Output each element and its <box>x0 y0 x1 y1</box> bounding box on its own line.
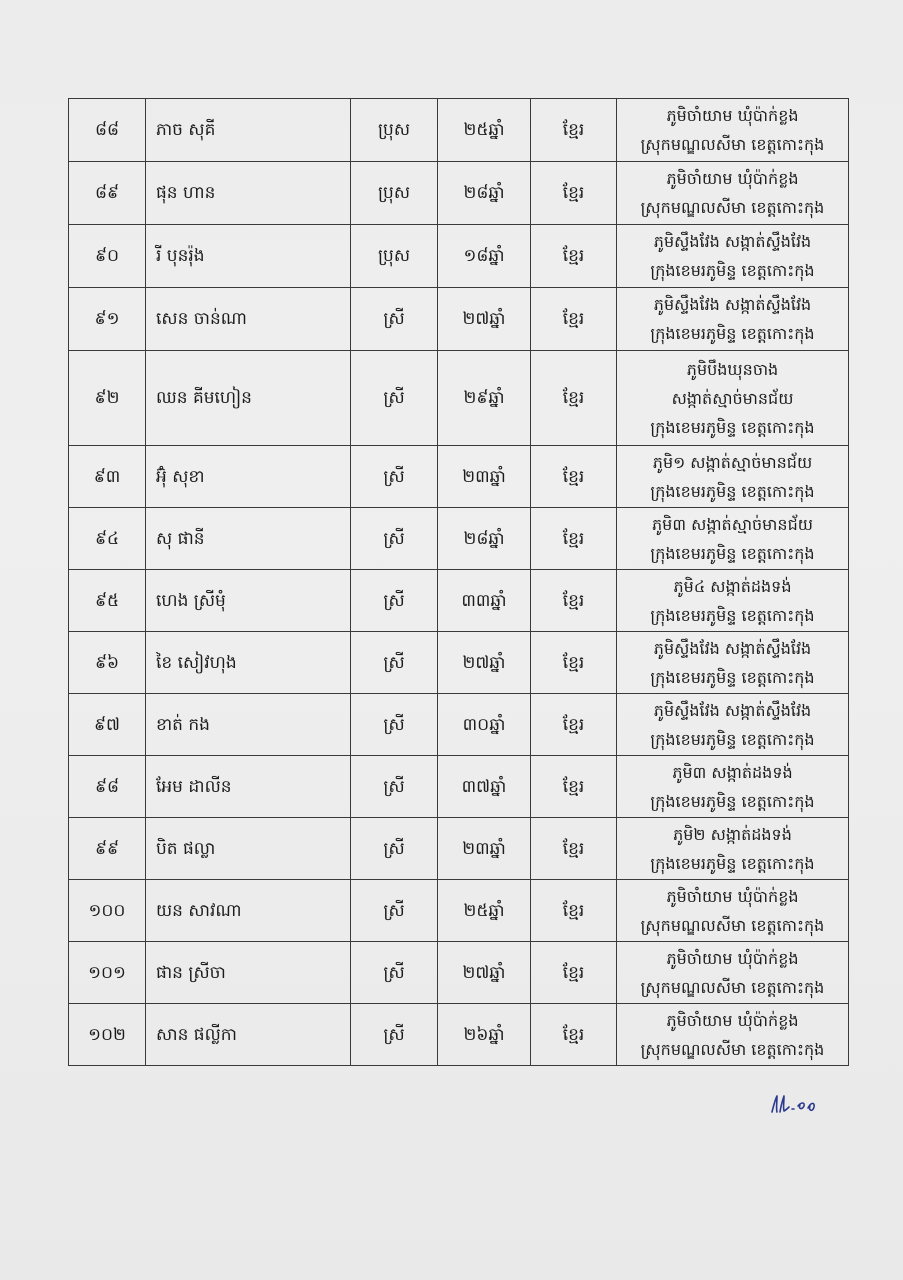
person-name: សុ ផានី <box>146 508 351 570</box>
person-name: សាន ផល្លីកា <box>146 1004 351 1066</box>
address-line: ភូមិស្ទឹងវែង សង្កាត់ស្ទឹងវែង <box>653 700 812 720</box>
row-number: ៩៧ <box>69 694 146 756</box>
address-line: ក្រុងខេមរភូមិន្ទ ខេត្តកោះកុង <box>650 417 815 437</box>
nationality-cell: ខ្មែរ <box>531 225 617 288</box>
row-number: ៨៩ <box>69 162 146 225</box>
address-cell <box>617 818 849 880</box>
address-line: សង្កាត់ស្មាច់មានជ័យ <box>671 388 794 408</box>
address-line: ភូមិ៣ សង្កាត់ស្មាច់មានជ័យ <box>652 514 813 534</box>
nationality-cell: ខ្មែរ <box>531 99 617 162</box>
person-name: រី បុនរ៉ុង <box>146 225 351 288</box>
address-line: ភូមិចាំយាម ឃុំប៉ាក់ខ្លង <box>666 106 799 125</box>
nationality-cell: ខ្មែរ <box>531 942 617 1004</box>
nationality-cell: ខ្មែរ <box>531 570 617 632</box>
table-row <box>69 570 849 632</box>
row-number: ៩៩ <box>69 818 146 880</box>
person-name: ខៃ សៀវហុង <box>146 632 351 694</box>
address-line: ភូមិ៣ សង្កាត់ដងទង់ <box>672 762 793 782</box>
age-cell: ២៦ឆ្នាំ <box>438 1004 531 1066</box>
nationality-cell: ខ្មែរ <box>531 818 617 880</box>
row-number: ៩២ <box>69 351 146 446</box>
nationality-cell: ខ្មែរ <box>531 446 617 508</box>
handwritten-signature <box>768 1090 828 1118</box>
address-cell <box>617 351 849 446</box>
address-line: ភូមិចាំយាម ឃុំប៉ាក់ខ្លង <box>666 169 799 188</box>
table-row <box>69 162 849 225</box>
row-number: ១០១ <box>69 942 146 1004</box>
address-line: ភូមិចាំយាម ឃុំប៉ាក់ខ្លង <box>666 948 799 968</box>
address-cell <box>617 288 849 351</box>
address-line: ភូមិ២ សង្កាត់ដងទង់ <box>673 824 792 844</box>
address-cell <box>617 880 849 942</box>
address-line: ភូមិស្ទឹងវែង សង្កាត់ស្ទឹងវែង <box>653 638 812 658</box>
sex-cell: ប្រុស <box>351 225 438 288</box>
nationality-cell: ខ្មែរ <box>531 162 617 225</box>
address-cell <box>617 508 849 570</box>
table-row <box>69 880 849 942</box>
person-name: ផាន ស្រីចា <box>146 942 351 1004</box>
person-name: បិត ផល្លា <box>146 818 351 880</box>
person-name: សេន ចាន់ណា <box>146 288 351 351</box>
row-number: ៩១ <box>69 288 146 351</box>
nationality-cell: ខ្មែរ <box>531 351 617 446</box>
age-cell: ៣៧ឆ្នាំ <box>438 756 531 818</box>
address-line: ក្រុងខេមរភូមិន្ទ ខេត្តកោះកុង <box>650 605 815 625</box>
table-row <box>69 632 849 694</box>
person-name: ឈន គីមហៀន <box>146 351 351 446</box>
address-line: ស្រុកមណ្ឌលសីមា ខេត្តកោះកុង <box>640 977 825 997</box>
person-name: ហេង ស្រីមុំ <box>146 570 351 632</box>
row-number: ៩៥ <box>69 570 146 632</box>
address-line: ក្រុងខេមរភូមិន្ទ ខេត្តកោះកុង <box>650 791 815 811</box>
nationality-cell: ខ្មែរ <box>531 632 617 694</box>
table-row <box>69 225 849 288</box>
age-cell: ២៧ឆ្នាំ <box>438 942 531 1004</box>
table-row <box>69 942 849 1004</box>
sex-cell: ប្រុស <box>351 162 438 225</box>
table-row <box>69 756 849 818</box>
address-cell <box>617 99 849 162</box>
sex-cell: ស្រី <box>351 351 438 446</box>
address-line: ភូមិស្ទឹងវែង សង្កាត់ស្ទឹងវែង <box>653 232 812 251</box>
address-cell <box>617 632 849 694</box>
row-number: ៩៣ <box>69 446 146 508</box>
row-number: ៩៤ <box>69 508 146 570</box>
address-cell <box>617 942 849 1004</box>
person-name: ខាត់ កង <box>146 694 351 756</box>
sex-cell: ស្រី <box>351 570 438 632</box>
address-line: ស្រុកមណ្ឌលសីមា ខេត្តកោះកុង <box>640 915 825 935</box>
address-line: ភូមិចាំយាម ឃុំប៉ាក់ខ្លង <box>666 886 799 906</box>
sex-cell: ស្រី <box>351 1004 438 1066</box>
age-cell: ២៨ឆ្នាំ <box>438 162 531 225</box>
table-row <box>69 99 849 162</box>
age-cell: ២៧ឆ្នាំ <box>438 632 531 694</box>
table-row <box>69 288 849 351</box>
address-line: ភូមិស្ទឹងវែង សង្កាត់ស្ទឹងវែង <box>653 295 812 314</box>
sex-cell: ស្រី <box>351 632 438 694</box>
person-name: អ៊ុំ សុខា <box>146 446 351 508</box>
person-name: ភាច សុគី <box>146 99 351 162</box>
table-row <box>69 694 849 756</box>
row-number: ៩០ <box>69 225 146 288</box>
sex-cell: ស្រី <box>351 446 438 508</box>
nationality-cell: ខ្មែរ <box>531 288 617 351</box>
age-cell: ២៨ឆ្នាំ <box>438 508 531 570</box>
address-line: ក្រុងខេមរភូមិន្ទ ខេត្តកោះកុង <box>650 543 815 563</box>
address-line: ស្រុកមណ្ឌលសីមា ខេត្តកោះកុង <box>640 198 825 217</box>
age-cell: ៣០ឆ្នាំ <box>438 694 531 756</box>
nationality-cell: ខ្មែរ <box>531 756 617 818</box>
address-cell <box>617 756 849 818</box>
address-line: ក្រុងខេមរភូមិន្ទ ខេត្តកោះកុង <box>650 667 815 687</box>
sex-cell: ស្រី <box>351 756 438 818</box>
sex-cell: ស្រី <box>351 818 438 880</box>
nationality-cell: ខ្មែរ <box>531 1004 617 1066</box>
roster-table <box>68 98 849 1066</box>
table-row <box>69 1004 849 1066</box>
age-cell: ២៣ឆ្នាំ <box>438 818 531 880</box>
age-cell: ២៥ឆ្នាំ <box>438 880 531 942</box>
age-cell: ២៩ឆ្នាំ <box>438 351 531 446</box>
address-line: ភូមិបឹងឃុនចាង <box>686 359 779 379</box>
address-line: ស្រុកមណ្ឌលសីមា ខេត្តកោះកុង <box>640 135 825 154</box>
roster-body <box>69 99 849 1066</box>
row-number: ៩៨ <box>69 756 146 818</box>
row-number: ៨៨ <box>69 99 146 162</box>
person-name: យន សាវណា <box>146 880 351 942</box>
table-row <box>69 351 849 446</box>
address-cell <box>617 446 849 508</box>
address-cell <box>617 162 849 225</box>
address-line: ភូមិចាំយាម ឃុំប៉ាក់ខ្លង <box>666 1010 799 1030</box>
address-line: ស្រុកមណ្ឌលសីមា ខេត្តកោះកុង <box>640 1039 825 1059</box>
nationality-cell: ខ្មែរ <box>531 694 617 756</box>
age-cell: ៣៣ឆ្នាំ <box>438 570 531 632</box>
address-cell <box>617 694 849 756</box>
address-line: ក្រុងខេមរភូមិន្ទ ខេត្តកោះកុង <box>650 729 815 749</box>
address-line: ក្រុងខេមរភូមិន្ទ ខេត្តកោះកុង <box>650 261 815 280</box>
address-cell <box>617 570 849 632</box>
address-cell <box>617 1004 849 1066</box>
row-number: ១០២ <box>69 1004 146 1066</box>
row-number: ៩៦ <box>69 632 146 694</box>
address-line: ភូមិ៤ សង្កាត់ដងទង់ <box>673 576 792 596</box>
age-cell: ១៨ឆ្នាំ <box>438 225 531 288</box>
row-number: ១០០ <box>69 880 146 942</box>
address-line: ភូមិ១ សង្កាត់ស្មាច់មានជ័យ <box>652 452 813 472</box>
nationality-cell: ខ្មែរ <box>531 508 617 570</box>
sex-cell: ស្រី <box>351 694 438 756</box>
sex-cell: ស្រី <box>351 288 438 351</box>
address-line: ក្រុងខេមរភូមិន្ទ ខេត្តកោះកុង <box>650 853 815 873</box>
table-row <box>69 508 849 570</box>
address-line: ក្រុងខេមរភូមិន្ទ ខេត្តកោះកុង <box>650 481 815 501</box>
age-cell: ២៣ឆ្នាំ <box>438 446 531 508</box>
person-name: ផុន ហាន <box>146 162 351 225</box>
age-cell: ២៧ឆ្នាំ <box>438 288 531 351</box>
address-cell <box>617 225 849 288</box>
address-line: ក្រុងខេមរភូមិន្ទ ខេត្តកោះកុង <box>650 324 815 343</box>
age-cell: ២៥ឆ្នាំ <box>438 99 531 162</box>
sex-cell: ស្រី <box>351 942 438 1004</box>
table-row <box>69 446 849 508</box>
table-row <box>69 818 849 880</box>
sex-cell: ស្រី <box>351 880 438 942</box>
nationality-cell: ខ្មែរ <box>531 880 617 942</box>
sex-cell: ប្រុស <box>351 99 438 162</box>
person-name: អែម ដាលីន <box>146 756 351 818</box>
sex-cell: ស្រី <box>351 508 438 570</box>
